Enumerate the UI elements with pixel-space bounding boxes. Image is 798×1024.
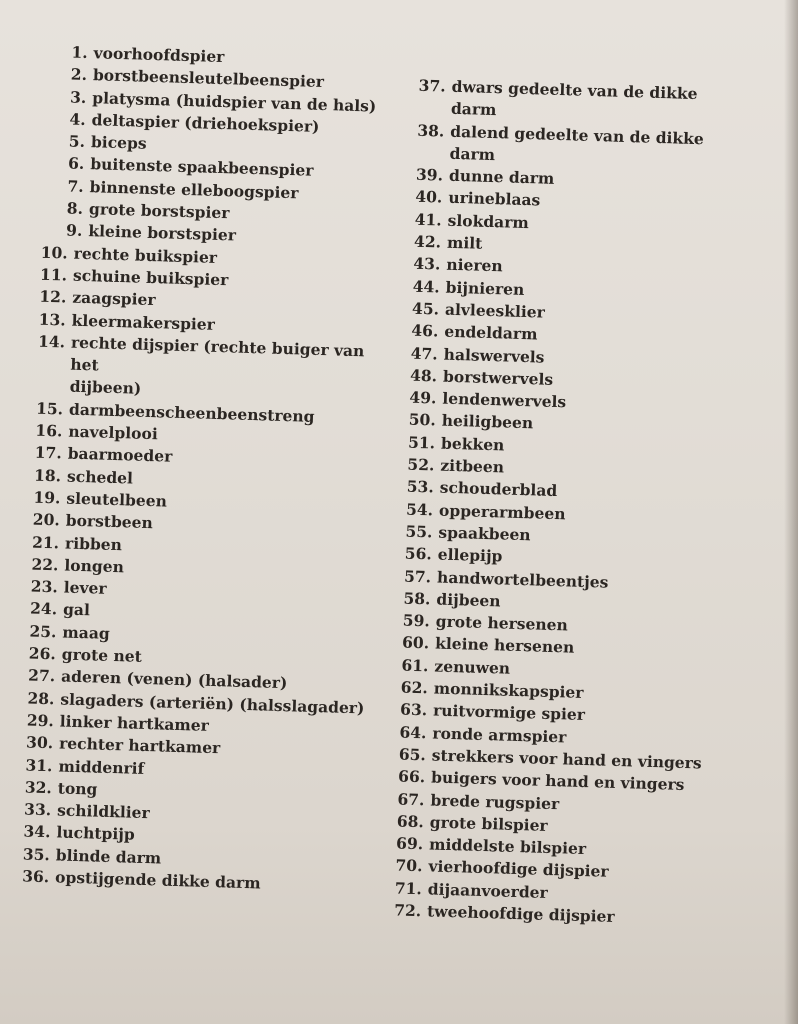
item-number: 39.	[415, 164, 444, 185]
item-number: 12.	[39, 286, 67, 307]
item-label: grote bilspier	[429, 812, 548, 835]
item-number: 32.	[24, 777, 53, 798]
item-number: 31.	[25, 754, 53, 775]
item-label: kleine hersenen	[434, 633, 575, 658]
item-label: urineblaas	[448, 188, 541, 210]
item-label: biceps	[90, 132, 147, 153]
item-number: 37.	[418, 75, 446, 96]
item-number: 17.	[34, 442, 63, 463]
item-label: tweehoofdige dijspier	[426, 901, 615, 926]
item-label: ronde armspier	[432, 723, 567, 747]
item-number: 48.	[409, 365, 438, 386]
item-label: middelste bilspier	[428, 834, 587, 859]
item-label: alvleesklier	[444, 299, 546, 322]
item-number: 45.	[411, 298, 440, 319]
item-number: 69.	[395, 833, 424, 854]
item-number: 40.	[415, 187, 443, 208]
item-number: 16.	[35, 420, 63, 441]
item-label: dalend gedeelte van de dikke darm	[449, 121, 705, 164]
item-label: schildklier	[56, 800, 151, 823]
item-number: 68.	[396, 811, 425, 832]
item-label: zaagspier	[72, 287, 156, 310]
item-label: baarmoeder	[67, 443, 173, 467]
item-label: grote net	[61, 644, 143, 666]
item-label: darmbeenscheenbeenstreng	[68, 399, 315, 426]
item-label: rechter hartkamer	[58, 733, 221, 758]
item-label: ribben	[64, 533, 123, 554]
item-label: middenrif	[58, 755, 145, 778]
item-number: 15.	[35, 398, 64, 419]
item-label: ruitvormige spier	[432, 700, 586, 725]
item-label: opstijgende dikke darm	[54, 867, 261, 893]
item-number: 53.	[406, 476, 435, 497]
item-number: 70.	[395, 855, 423, 876]
item-label: borstbeen	[65, 510, 154, 533]
item-number: 6.	[67, 153, 85, 174]
item-number: 58.	[403, 588, 431, 609]
item-label: halswervels	[443, 344, 545, 367]
item-label: brede rugspier	[430, 789, 560, 813]
item-label: maag	[62, 622, 111, 643]
item-number: 9.	[65, 220, 83, 241]
item-number: 18.	[33, 465, 62, 486]
item-number: 11.	[39, 264, 68, 285]
item-number: 21.	[31, 532, 60, 552]
item-label: sleutelbeen	[66, 488, 168, 511]
item-number: 71.	[394, 878, 423, 898]
item-label: lever	[63, 577, 107, 598]
list-item	[9, 330, 381, 408]
item-number: 46.	[411, 320, 439, 341]
item-number: 26.	[28, 643, 57, 664]
item-number: 62.	[400, 677, 429, 698]
item-label: grote hersenen	[435, 611, 569, 635]
item-label: lendenwervels	[442, 388, 567, 412]
item-label: zitbeen	[440, 455, 505, 477]
item-number: 14.	[37, 331, 66, 352]
item-label: buitenste spaakbeenspier	[90, 154, 314, 181]
item-label: luchtpijp	[56, 822, 135, 845]
item-label: dijbeen	[436, 589, 501, 611]
item-label: opperarmbeen	[438, 500, 566, 523]
item-label: endeldarm	[444, 321, 538, 344]
item-number: 61.	[401, 655, 429, 676]
item-number: 66.	[397, 766, 426, 787]
item-number: 23.	[30, 576, 59, 597]
item-label: gal	[62, 599, 91, 620]
item-label: rechte buikspier	[73, 243, 218, 267]
item-number: 25.	[29, 621, 57, 642]
item-number: 60.	[401, 632, 430, 653]
item-number: 22.	[31, 554, 59, 575]
item-number: 8.	[66, 198, 84, 219]
item-number: 29.	[26, 710, 55, 731]
item-label: deltaspier (driehoekspier)	[91, 110, 320, 136]
item-label: grote borstspier	[88, 199, 230, 223]
item-number: 49.	[409, 387, 437, 408]
item-label: borstwervels	[442, 366, 554, 389]
item-label: dunne darm	[448, 165, 555, 189]
item-number: 55.	[405, 521, 433, 542]
item-number: 34.	[23, 821, 51, 842]
item-label: bijnieren	[445, 277, 525, 299]
item-number: 56.	[404, 543, 433, 564]
item-label: strekkers voor hand en vingers	[431, 745, 702, 773]
item-number: 33.	[23, 799, 52, 820]
item-number: 4.	[69, 109, 86, 129]
item-label: linker hartkamer	[59, 711, 210, 735]
item-label: navelplooi	[68, 421, 159, 444]
item-label: rechte dijspier (rechte buiger van het dijbeen)	[69, 332, 365, 399]
item-number: 41.	[414, 209, 442, 230]
item-label: binnenste elleboogspier	[89, 176, 299, 203]
item-label: slagaders (arteriën) (halsslagader)	[60, 689, 365, 718]
item-label: platysma (huidspier van de hals)	[92, 87, 377, 116]
item-label: dwars gedeelte van de dikke darm	[450, 76, 698, 120]
item-number: 54.	[405, 499, 434, 520]
item-number: 38.	[417, 120, 445, 141]
item-label: longen	[64, 555, 125, 577]
item-number: 24.	[29, 598, 58, 619]
item-number: 36.	[21, 866, 50, 887]
item-number: 30.	[25, 732, 54, 753]
item-number: 20.	[32, 509, 61, 530]
item-label: blinde darm	[55, 845, 162, 868]
item-label: buigers voor hand en vingers	[430, 767, 685, 795]
right-column-list	[367, 74, 737, 931]
item-number: 19.	[33, 487, 61, 508]
item-number: 27.	[27, 665, 56, 686]
item-label: milt	[446, 232, 483, 253]
item-number: 28.	[27, 688, 55, 708]
item-number: 67.	[397, 788, 425, 809]
item-number: 43.	[413, 254, 441, 274]
item-number: 72.	[393, 900, 422, 921]
item-label: zenuwen	[434, 656, 511, 678]
item-number: 59.	[402, 610, 431, 631]
item-number: 2.	[70, 64, 88, 85]
item-number: 1.	[71, 42, 88, 63]
item-label: nieren	[446, 255, 503, 276]
item-label: vierhoofdige dijspier	[428, 856, 609, 882]
item-number: 47.	[410, 343, 439, 364]
item-label: bekken	[440, 433, 505, 455]
item-label: tong	[57, 778, 98, 799]
item-number: 65.	[398, 744, 427, 765]
item-label: dijaanvoerder	[427, 879, 549, 902]
item-number: 63.	[399, 699, 428, 720]
item-label: schouderblad	[439, 477, 558, 501]
item-label: schedel	[66, 466, 134, 488]
item-label: ellepijp	[437, 544, 503, 566]
left-column-list	[0, 40, 390, 898]
item-label: schuine buikspier	[72, 265, 229, 290]
item-number: 52.	[407, 454, 435, 475]
item-label: spaakbeen	[438, 522, 531, 545]
item-label: aderen (venen) (halsader)	[60, 666, 288, 693]
item-number: 35.	[22, 844, 51, 864]
item-label: handwortelbeentjes	[436, 567, 609, 592]
item-label: kleine borstspier	[88, 221, 237, 245]
item-number: 42.	[413, 231, 442, 252]
item-number: 57.	[403, 566, 432, 586]
item-label: heiligbeen	[441, 411, 534, 433]
item-number: 50.	[408, 410, 437, 430]
item-number: 10.	[40, 242, 68, 263]
item-label: slokdarm	[447, 210, 530, 232]
item-number: 3.	[69, 87, 87, 107]
item-label: monnikskapspier	[433, 678, 584, 702]
item-label: borstbeensleutelbeenspier	[92, 65, 325, 92]
item-label: voorhoofdspier	[93, 43, 225, 67]
item-number: 64.	[399, 722, 427, 742]
item-number: 5.	[68, 131, 86, 152]
item-label: kleermakerspier	[71, 310, 216, 334]
item-number: 51.	[407, 432, 436, 453]
item-number: 44.	[412, 276, 440, 297]
page-edge-shadow	[784, 0, 798, 1024]
item-number: 13.	[38, 309, 67, 330]
item-number: 7.	[67, 176, 84, 196]
